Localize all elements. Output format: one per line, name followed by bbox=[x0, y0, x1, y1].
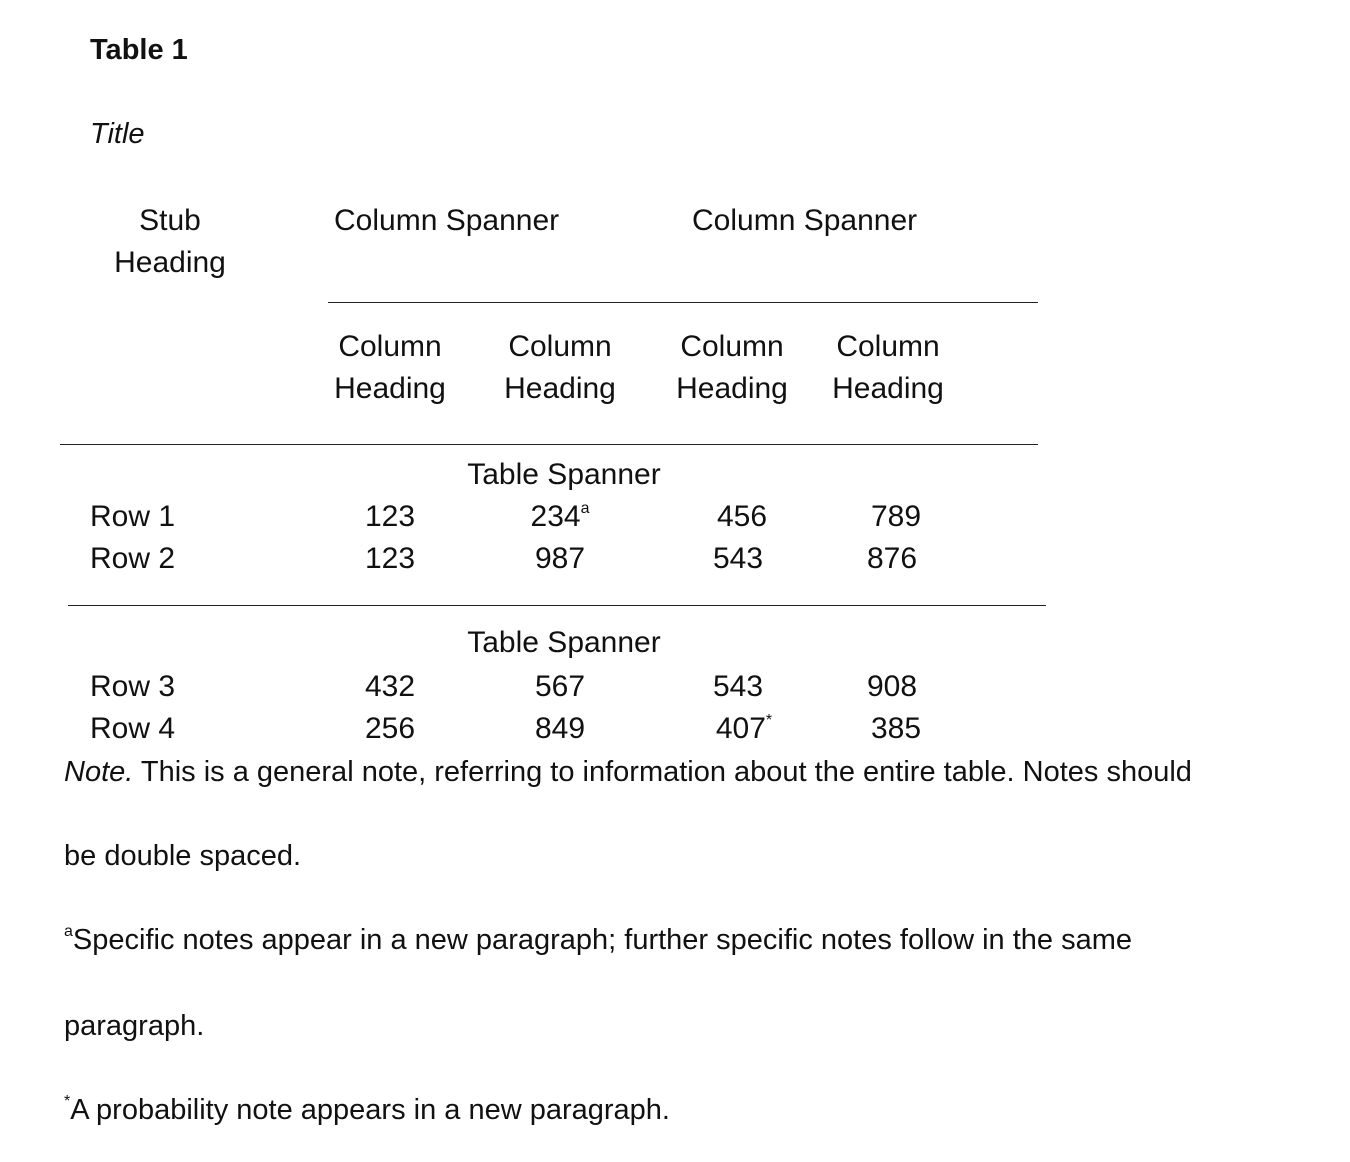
note-label: Note. bbox=[64, 756, 134, 788]
general-note-line1 bbox=[64, 758, 1192, 787]
row-3-cell-4: 908 bbox=[866, 670, 918, 703]
row-1-cell-2: 234$^a$ bbox=[530, 500, 590, 533]
row-1-cell-4: 789 bbox=[870, 500, 922, 533]
general-note-line2: be double spaced. bbox=[64, 840, 302, 872]
row-4-cell-3: 407* bbox=[715, 712, 773, 745]
row-3-cell-1: 432 bbox=[364, 670, 416, 703]
column-heading-2-line2: Heading bbox=[504, 372, 616, 405]
row-2-cell-3: 543 bbox=[712, 542, 764, 575]
column-heading-1-line1: Column bbox=[338, 330, 442, 363]
row-4-cell-1: 256 bbox=[364, 712, 416, 745]
row-3-cell-3: 543 bbox=[712, 670, 764, 703]
section-rule bbox=[68, 605, 1046, 606]
row-2-cell-1: 123 bbox=[364, 542, 416, 575]
specific-note-line1 bbox=[64, 923, 1133, 956]
probability-note bbox=[64, 1093, 670, 1126]
heading-rule bbox=[60, 444, 1038, 445]
column-heading-3-line2: Heading bbox=[676, 372, 788, 405]
stub-heading-line1: Stub bbox=[139, 204, 201, 237]
spanner-rule bbox=[328, 302, 1038, 303]
stub-heading-line2: Heading bbox=[114, 246, 226, 279]
column-heading-4-line2: Heading bbox=[832, 372, 944, 405]
column-spanner-1: Column Spanner bbox=[334, 204, 560, 237]
specific-note-text: Specific notes appear in a new paragraph; further specific notes follow in the same bbox=[72, 924, 1133, 956]
row-1-label: Row 1 bbox=[90, 500, 176, 533]
table-number: Table 1 bbox=[90, 34, 188, 66]
column-heading-4-line1: Column bbox=[836, 330, 940, 363]
row-3-cell-2: 567 bbox=[534, 670, 586, 703]
row-2-cell-4: 876 bbox=[866, 542, 918, 575]
probability-note-text: A probability note appears in a new paragraph. bbox=[70, 1094, 670, 1126]
column-heading-3-line1: Column bbox=[680, 330, 784, 363]
table-title: Title bbox=[90, 118, 145, 150]
row-2-cell-2: 987 bbox=[534, 542, 586, 575]
table-spanner-2: Table Spanner bbox=[467, 626, 661, 659]
specific-note-line2: paragraph. bbox=[64, 1010, 205, 1042]
superscript-asterisk: * bbox=[765, 712, 773, 729]
row-4-label: Row 4 bbox=[90, 712, 176, 745]
probability-note-marker: * bbox=[64, 1093, 71, 1111]
row-4-cell-2: 849 bbox=[534, 712, 586, 745]
superscript-a: a bbox=[580, 500, 590, 517]
row-4-cell-4: 385 bbox=[870, 712, 922, 745]
column-heading-1-line2: Heading bbox=[334, 372, 446, 405]
column-heading-2-line1: Column bbox=[508, 330, 612, 363]
column-spanner-2: Column Spanner bbox=[692, 204, 918, 237]
row-2-label: Row 2 bbox=[90, 542, 176, 575]
row-3-label: Row 3 bbox=[90, 670, 176, 703]
table-spanner-1: Table Spanner bbox=[467, 458, 661, 491]
general-note-text: This is a general note, referring to information about the entire table. Notes should bbox=[133, 756, 1192, 788]
row-1-cell-1: 123 bbox=[364, 500, 416, 533]
specific-note-marker: a bbox=[64, 923, 73, 941]
row-1-cell-3: 456 bbox=[716, 500, 768, 533]
